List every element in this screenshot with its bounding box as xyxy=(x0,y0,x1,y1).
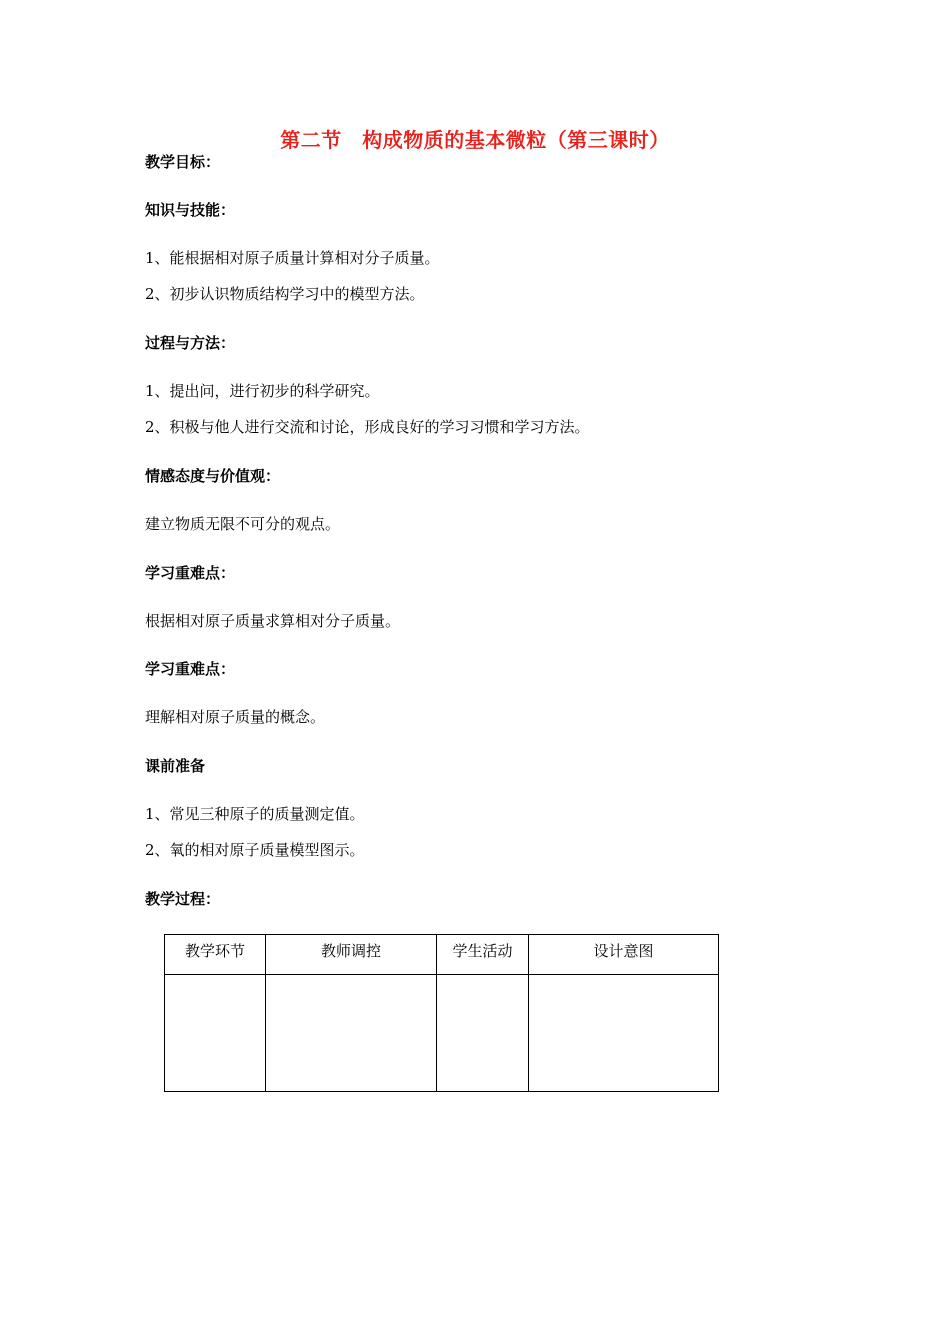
heading-teaching-process: 教学过程： xyxy=(145,890,221,908)
key-point-item-1: 根据相对原子质量求算相对分子质量。 xyxy=(145,612,401,630)
preparation-item-2: 2、氧的相对原子质量模型图示。 xyxy=(145,841,365,859)
knowledge-item-1: 1、能根据相对原子质量计算相对分子质量。 xyxy=(145,249,440,267)
table-cell xyxy=(437,975,529,1092)
heading-process-methods: 过程与方法： xyxy=(145,334,236,352)
document-title: 第二节 构成物质的基本微粒（第三课时） xyxy=(280,128,670,152)
table-cell xyxy=(266,975,437,1092)
heading-key-points-1: 学习重难点： xyxy=(145,564,236,582)
table-cell xyxy=(165,975,266,1092)
key-point-item-2: 理解相对原子质量的概念。 xyxy=(145,708,326,726)
column-header-student-activity: 学生活动 xyxy=(437,935,529,975)
column-header-teacher-control: 教师调控 xyxy=(266,935,437,975)
teaching-process-table xyxy=(164,934,719,1092)
heading-teaching-objectives: 教学目标： xyxy=(145,153,221,171)
heading-knowledge-skills: 知识与技能： xyxy=(145,201,236,219)
heading-key-points-2: 学习重难点： xyxy=(145,660,236,678)
attitude-item: 建立物质无限不可分的观点。 xyxy=(145,515,341,533)
table-header-row xyxy=(165,935,719,975)
heading-attitudes-values: 情感态度与价值观： xyxy=(145,467,281,485)
table-row xyxy=(165,975,719,1092)
column-header-design-intent: 设计意图 xyxy=(529,935,719,975)
preparation-item-1: 1、常见三种原子的质量测定值。 xyxy=(145,805,365,823)
knowledge-item-2: 2、初步认识物质结构学习中的模型方法。 xyxy=(145,285,425,303)
process-item-2: 2、积极与他人进行交流和讨论，形成良好的学习习惯和学习方法。 xyxy=(145,418,590,436)
column-header-teaching-stage: 教学环节 xyxy=(165,935,266,975)
heading-preparation: 课前准备 xyxy=(145,757,206,775)
process-item-1: 1、提出问，进行初步的科学研究。 xyxy=(145,382,380,400)
table-cell xyxy=(529,975,719,1092)
